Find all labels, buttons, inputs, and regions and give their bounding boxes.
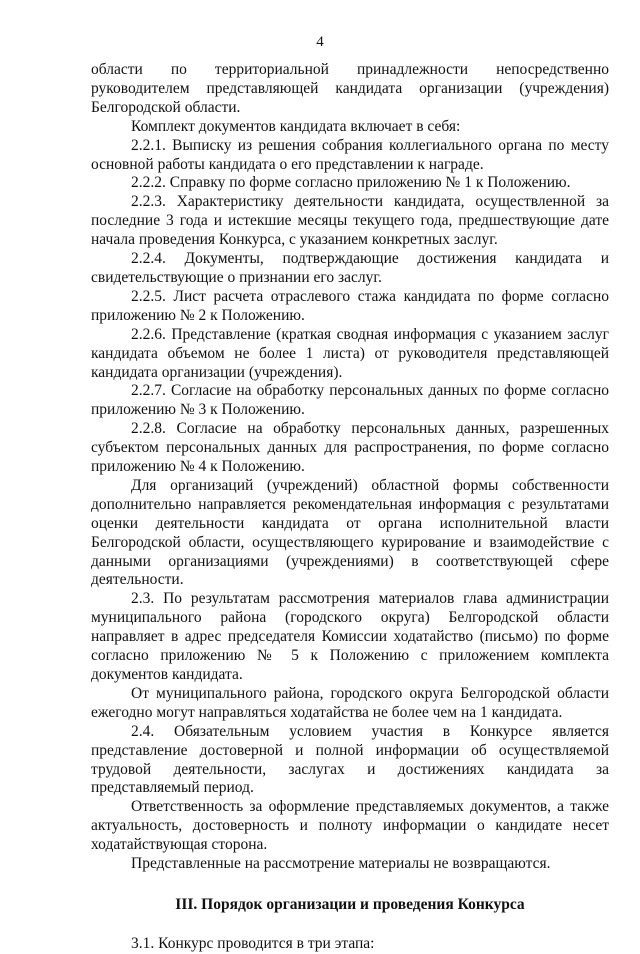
paragraph: 2.3. По результатам рассмотрения материалов глава администрации муниципального района (городского округа) Белгородской области направляет в адрес председателя Комиссии ходатайство (письмо) по форме согласно приложению № 5 к Положению с приложением комплекта документов кандидата. bbox=[91, 590, 609, 683]
paragraph: области по территориальной принадлежности непосредственно руководителем представляющей кандидата организации (учреждения) Белгородской области. bbox=[91, 61, 609, 116]
document-body bbox=[91, 61, 609, 954]
section-heading: III. Порядок организации и проведения Конкурса bbox=[175, 895, 525, 913]
paragraph: 2.2.4. Документы, подтверждающие достижения кандидата и свидетельствующие о признании его заслуг. bbox=[91, 250, 609, 286]
paragraph: Ответственность за оформление представляемых документов, а также актуальность, достоверность и полноту информации о кандидате несет ходатайствующая сторона. bbox=[91, 798, 609, 854]
paragraph: Комплект документов кандидата включает в себя: bbox=[131, 117, 461, 135]
paragraph: Представленные на рассмотрение материалы не возвращаются. bbox=[131, 855, 551, 873]
paragraph: 2.2.5. Лист расчета отраслевого стажа кандидата по форме согласно приложению № 2 к Положению. bbox=[91, 287, 609, 324]
paragraph: От муниципального района, городского округа Белгородской области ежегодно могут направляться ходатайства не более чем на 1 кандидата. bbox=[91, 684, 609, 721]
paragraph: 2.2.8. Согласие на обработку персональных данных, разрешенных субъектом персональных данных для распространения, по форме согласно приложению № 4 к Положению. bbox=[91, 420, 609, 476]
paragraph: 2.2.7. Согласие на обработку персональных данных по форме согласно приложению № 3 к Положению. bbox=[91, 382, 609, 419]
paragraph: 2.4. Обязательным условием участия в Конкурсе является представление достоверной и полной информации об осуществляемой трудовой деятельности, заслугах и достижениях кандидата за представляемый период. bbox=[91, 722, 609, 797]
page-number: 4 bbox=[316, 34, 324, 50]
paragraph: 2.2.1. Выписку из решения собрания коллегиального органа по месту основной работы кандидата о его представлении к награде. bbox=[91, 136, 609, 173]
paragraph: 2.2.6. Представление (краткая сводная информация с указанием заслуг кандидата объемом не более 1 листа) от руководителя представляющей кандидата организации (учреждения). bbox=[91, 325, 609, 381]
paragraph: 2.2.2. Справку по форме согласно приложению № 1 к Положению. bbox=[131, 174, 571, 192]
paragraph: 3.1. Конкурс проводится в три этапа: bbox=[131, 934, 375, 952]
paragraph: 2.2.3. Характеристику деятельности кандидата, осуществленной за последние 3 года и истекшие месяцы текущего года, предшествующие дате начала проведения Конкурса, с указанием конкретных заслуг. bbox=[91, 193, 609, 249]
paragraph: Для организаций (учреждений) областной формы собственности дополнительно направляется рекомендательная информация с результатами оценки деятельности кандидата от органа исполнительной власти Белгородской области, осуществляющего курирование и взаимодействие с данными организациями (учреждениями) в соответствующей сфере деятельности. bbox=[91, 476, 609, 589]
